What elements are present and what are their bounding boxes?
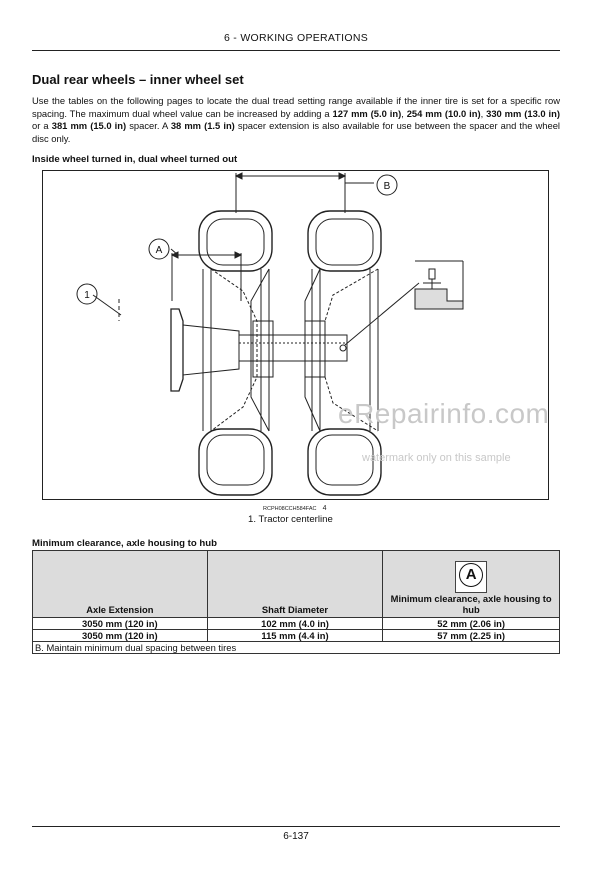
callout-a-label: A [155, 245, 163, 256]
cell-axle-extension: 3050 mm (120 in) [33, 618, 208, 630]
header-shaft-diameter: Shaft Diameter [207, 551, 383, 618]
watermark-sub: watermark only on this sample [362, 452, 511, 464]
figure-caption: 1. Tractor centerline [248, 514, 333, 525]
table-header-row [33, 551, 560, 618]
header-axle-extension: Axle Extension [33, 551, 208, 618]
detail-inset [345, 261, 463, 345]
header-minimum-clearance [383, 551, 560, 618]
intro-value: 254 mm (10.0 in) [406, 107, 481, 119]
figure-subheading: Inside wheel turned in, dual wheel turned out [32, 154, 238, 165]
page-number: 6-137 [283, 831, 309, 842]
table-row [33, 630, 560, 642]
callout-1-leader [93, 295, 121, 315]
table-row [33, 618, 560, 630]
intro-text: spacer extension is also available for use between the spacer and the wheel disc only. [32, 120, 560, 144]
intro-value: 381 mm (15.0 in) [51, 120, 127, 132]
clearance-table [32, 550, 560, 654]
header-minimum-clearance-label: Minimum clearance, axle housing to hub [390, 593, 552, 615]
intro-text: or a [32, 120, 52, 132]
cell-minimum-clearance: 57 mm (2.25 in) [383, 630, 560, 642]
cell-shaft-diameter: 102 mm (4.0 in) [207, 618, 383, 630]
table-title: Minimum clearance, axle housing to hub [32, 538, 217, 549]
intro-value: 127 mm (5.0 in) [332, 107, 402, 119]
cell-shaft-diameter: 115 mm (4.4 in) [207, 630, 383, 642]
intro-value: 38 mm (1.5 in) [170, 120, 235, 132]
intro-text: , [401, 107, 407, 119]
figure-code: RCPH08CCH584FAC [263, 506, 317, 512]
cell-minimum-clearance: 52 mm (2.06 in) [383, 618, 560, 630]
table-note: B. Maintain minimum dual spacing between tires [33, 642, 560, 654]
section-header: 6 - WORKING OPERATIONS [223, 32, 369, 44]
callout-a-badge: A [459, 563, 483, 587]
callout-1-label: 1 [84, 290, 90, 301]
table-note-row [33, 642, 560, 654]
wheel-diagram-drawing [43, 171, 548, 499]
cell-axle-extension: 3050 mm (120 in) [33, 630, 208, 642]
intro-text: Use the tables on the following pages to locate the dual tread setting range available if the inner tire is set for a specific row spacing. The maximum dual wheel value can be increased by adding a [32, 95, 560, 119]
callout-b-label: B [383, 181, 391, 192]
header-rule [32, 50, 560, 51]
footer-rule [32, 826, 560, 827]
wheel-diagram [42, 170, 549, 500]
figure-number: 4 [322, 505, 327, 512]
intro-text: spacer. A [126, 120, 171, 132]
callout-a-frame [455, 561, 487, 593]
intro-paragraph [32, 95, 560, 145]
page-title: Dual rear wheels – inner wheel set [32, 72, 244, 87]
intro-text: , [480, 107, 487, 119]
watermark-main: eRepairinfo.com [338, 398, 550, 429]
intro-value: 330 mm (13.0 in) [486, 107, 560, 119]
figure-reference [263, 505, 327, 512]
